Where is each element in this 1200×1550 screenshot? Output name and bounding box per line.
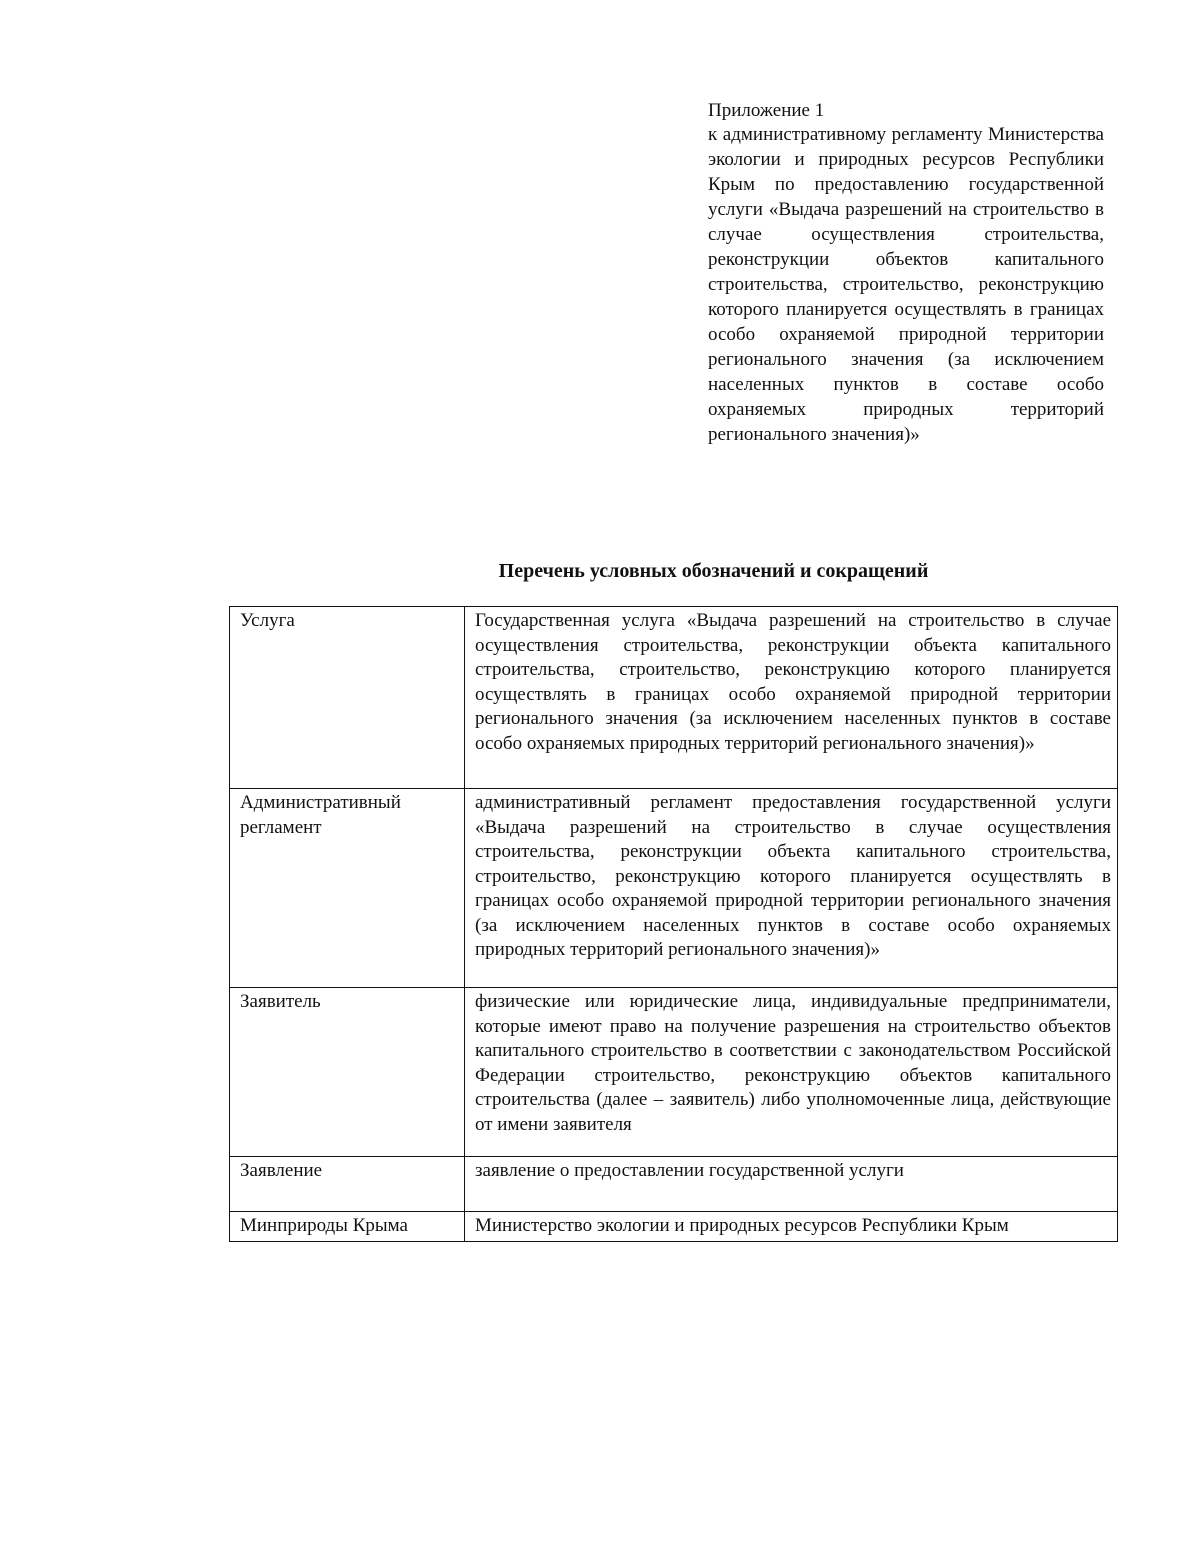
definition-cell: административный регламент предоставления государственной услуги «Выдача разрешений на строительство в случае осуществления строительства, реконструкции объекта капитального строительства, строительство, реконструкцию которого планируется осуществлять в границах особо охраняемой природной территории регионального значения (за исключением населенных пунктов в составе особо охраняемых природных территорий регионального значения)»: [465, 789, 1118, 988]
appendix-label: Приложение 1: [708, 100, 825, 121]
term-cell: Минприроды Крыма: [230, 1212, 465, 1242]
document-title-wrapper: [0, 558, 1200, 584]
table-row: [230, 1157, 1118, 1212]
term-cell: Услуга: [230, 607, 465, 789]
table-row: [230, 1212, 1118, 1242]
appendix-text: к административному регламенту Министерства экологии и природных ресурсов Республики Крым по предоставлению государственной услуги «Выдача разрешений на строительство в случае осуществления строительства, реконструкции объектов капитального строительства, строительство, реконструкцию которого планируется осуществлять в границах особо охраняемой природной территории регионального значения (за исключением населенных пунктов в составе особо охраняемых природных территорий регионального значения)»: [708, 124, 1104, 445]
abbreviations-table: [229, 606, 1118, 1242]
table-row: [230, 607, 1118, 789]
document-title: Перечень условных обозначений и сокращений: [498, 560, 929, 582]
table-row: [230, 789, 1118, 988]
table-row: [230, 988, 1118, 1157]
definition-cell: заявление о предоставлении государственной услуги: [465, 1157, 1118, 1212]
term-cell: Заявление: [230, 1157, 465, 1212]
term-cell: Заявитель: [230, 988, 465, 1157]
term-cell: Административный регламент: [230, 789, 465, 988]
definition-cell: Государственная услуга «Выдача разрешений на строительство в случае осуществления строительства, реконструкции объекта капитального строительства, строительство, реконструкцию которого планируется осуществлять в границах особо охраняемой природной территории регионального значения (за исключением населенных пунктов в составе особо охраняемых природных территорий регионального значения)»: [465, 607, 1118, 789]
definition-cell: физические или юридические лица, индивидуальные предприниматели, которые имеют право на получение разрешения на строительство объектов капитального строительство в соответствии с законодательством Российской Федерации строительство, реконструкцию объектов капитального строительства (далее – заявитель) либо уполномоченные лица, действующие от имени заявителя: [465, 988, 1118, 1157]
definition-cell: Министерство экологии и природных ресурсов Республики Крым: [465, 1212, 1118, 1242]
